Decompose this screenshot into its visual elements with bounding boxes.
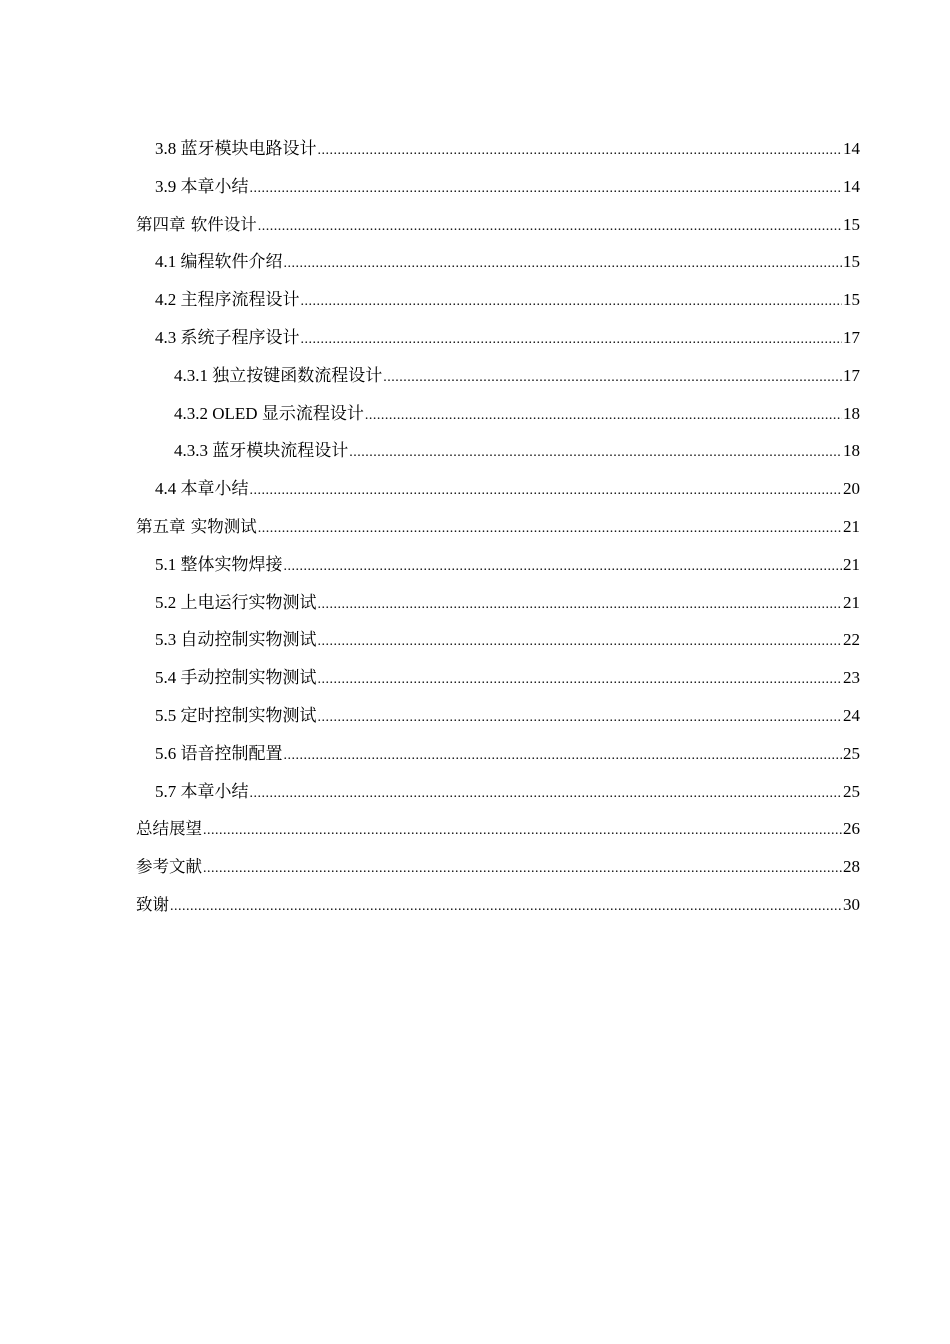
- toc-dot-leader: [258, 510, 842, 548]
- toc-entry-page-number: 15: [843, 290, 860, 310]
- toc-entry-title: 总结展望: [136, 819, 202, 839]
- toc-entry-title: 4.1 编程软件介绍: [155, 252, 283, 272]
- toc-dot-leader: [170, 888, 842, 926]
- toc-entry[interactable]: [136, 130, 860, 168]
- toc-entry[interactable]: [136, 319, 860, 357]
- toc-dot-leader: [383, 359, 842, 397]
- toc-dot-leader: [284, 548, 843, 586]
- toc-entry-page-number: 17: [843, 365, 860, 385]
- toc-dot-leader: [318, 132, 843, 170]
- toc-entry-page-number: 21: [843, 516, 860, 536]
- toc-entry-title: 3.9 本章小结: [155, 176, 249, 196]
- toc-entry[interactable]: [136, 357, 860, 395]
- toc-entry[interactable]: [136, 470, 860, 508]
- toc-entry-page-number: 15: [843, 214, 860, 234]
- toc-entry-title: 参考文献: [136, 857, 202, 877]
- toc-entry-title: 5.4 手动控制实物测试: [155, 668, 317, 688]
- toc-entry-page-number: 25: [843, 781, 860, 801]
- toc-dot-leader: [318, 623, 843, 661]
- toc-entry-page-number: 28: [843, 857, 860, 877]
- toc-entry-title: 5.6 语音控制配置: [155, 743, 283, 763]
- toc-entry[interactable]: [136, 395, 860, 433]
- toc-entry-page-number: 20: [843, 479, 860, 499]
- toc-entry-page-number: 23: [843, 668, 860, 688]
- toc-entry-page-number: 15: [843, 252, 860, 272]
- toc-dot-leader: [258, 208, 842, 246]
- toc-dot-leader: [349, 434, 842, 472]
- toc-entry-title: 4.3.3 蓝牙模块流程设计: [174, 441, 349, 461]
- toc-entry-page-number: 22: [843, 630, 860, 650]
- table-of-contents: [136, 130, 860, 924]
- toc-entry-page-number: 30: [843, 894, 860, 914]
- toc-entry[interactable]: [136, 243, 860, 281]
- toc-entry[interactable]: [136, 546, 860, 584]
- toc-entry[interactable]: [136, 735, 860, 773]
- toc-entry[interactable]: [136, 168, 860, 206]
- toc-entry-title: 第四章 软件设计: [136, 214, 257, 234]
- toc-dot-leader: [318, 586, 843, 624]
- toc-dot-leader: [203, 850, 842, 888]
- toc-dot-leader: [301, 321, 843, 359]
- toc-entry[interactable]: [136, 432, 860, 470]
- toc-dot-leader: [318, 699, 843, 737]
- toc-dot-leader: [250, 472, 843, 510]
- toc-entry[interactable]: [136, 281, 860, 319]
- toc-entry-title: 第五章 实物测试: [136, 516, 257, 536]
- toc-entry[interactable]: [136, 621, 860, 659]
- toc-entry[interactable]: [136, 206, 860, 244]
- toc-dot-leader: [250, 775, 843, 813]
- toc-dot-leader: [203, 812, 842, 850]
- toc-entry-title: 3.8 蓝牙模块电路设计: [155, 139, 317, 158]
- toc-entry-page-number: 21: [843, 554, 860, 574]
- toc-entry-page-number: 18: [843, 441, 860, 461]
- toc-entry-title: 5.5 定时控制实物测试: [155, 705, 317, 725]
- toc-entry[interactable]: [136, 773, 860, 811]
- toc-entry-page-number: 26: [843, 819, 860, 839]
- toc-entry-title: 5.2 上电运行实物测试: [155, 592, 317, 612]
- toc-entry[interactable]: [136, 697, 860, 735]
- toc-entry-title: 4.3.2 OLED 显示流程设计: [174, 403, 364, 423]
- toc-entry-page-number: 14: [843, 139, 860, 158]
- toc-dot-leader: [284, 245, 843, 283]
- toc-dot-leader: [301, 283, 843, 321]
- toc-entry-page-number: 21: [843, 592, 860, 612]
- toc-entry-title: 4.3 系统子程序设计: [155, 327, 300, 347]
- toc-dot-leader: [284, 737, 843, 775]
- toc-dot-leader: [250, 170, 843, 208]
- toc-entry[interactable]: [136, 584, 860, 622]
- toc-entry-page-number: 24: [843, 705, 860, 725]
- toc-entry[interactable]: [136, 886, 860, 924]
- toc-entry-title: 4.3.1 独立按键函数流程设计: [174, 365, 383, 385]
- toc-entry[interactable]: [136, 810, 860, 848]
- toc-entry-page-number: 17: [843, 327, 860, 347]
- toc-entry-title: 致谢: [136, 894, 169, 914]
- toc-entry-page-number: 25: [843, 743, 860, 763]
- toc-entry-title: 5.3 自动控制实物测试: [155, 630, 317, 650]
- toc-entry[interactable]: [136, 508, 860, 546]
- toc-entry-title: 4.4 本章小结: [155, 479, 249, 499]
- toc-entry-title: 5.1 整体实物焊接: [155, 554, 283, 574]
- toc-entry[interactable]: [136, 848, 860, 886]
- toc-entry[interactable]: [136, 659, 860, 697]
- toc-entry-title: 5.7 本章小结: [155, 781, 249, 801]
- toc-dot-leader: [365, 397, 842, 435]
- toc-dot-leader: [318, 661, 843, 699]
- toc-entry-page-number: 18: [843, 403, 860, 423]
- toc-entry-title: 4.2 主程序流程设计: [155, 290, 300, 310]
- toc-entry-page-number: 14: [843, 176, 860, 196]
